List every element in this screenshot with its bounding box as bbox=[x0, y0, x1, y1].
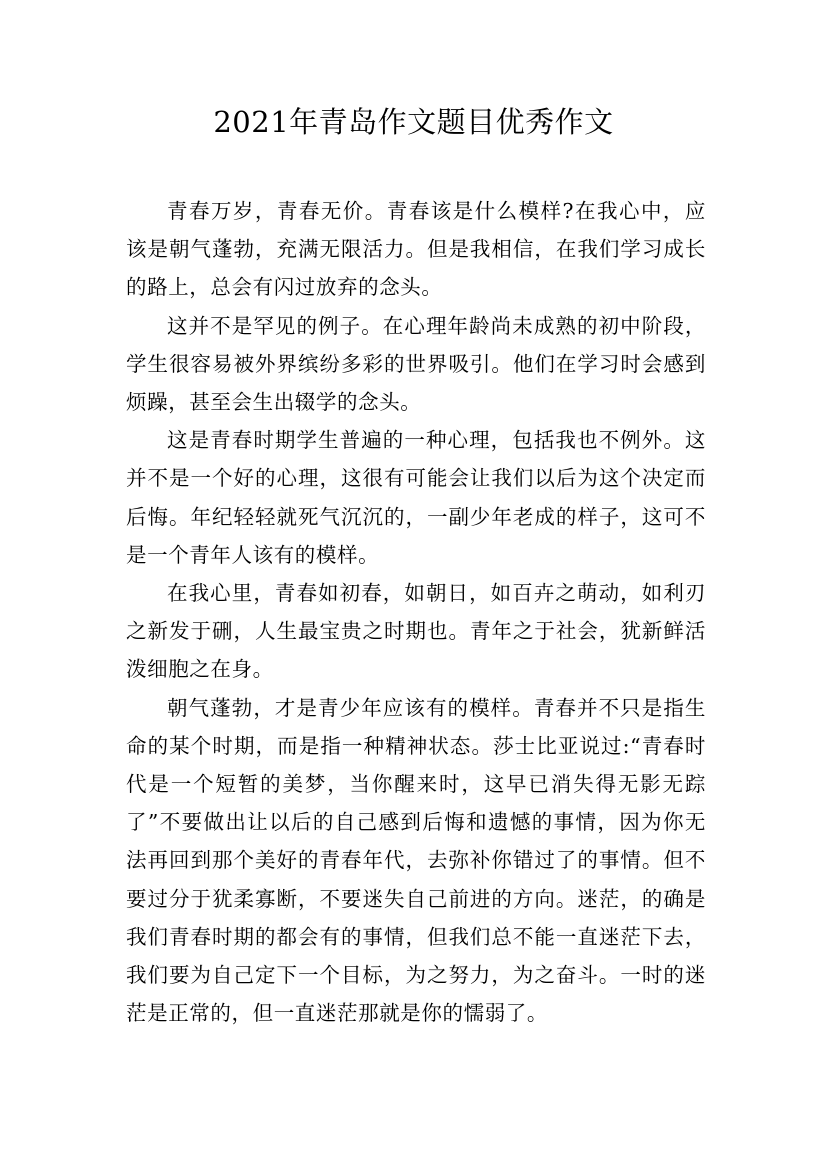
paragraph-2: 这并不是罕见的例子。在心理年龄尚未成熟的初中阶段，学生很容易被外界缤纷多彩的世界吸引。他们在学习时会感到烦躁，甚至会生出辍学的念头。 bbox=[126, 313, 706, 415]
document-title: 2021年青岛作文题目优秀作文 bbox=[213, 105, 614, 139]
essay-body bbox=[126, 192, 706, 1032]
paragraph-4: 在我心里，青春如初春，如朝日，如百卉之萌动，如利刃之新发于硎，人生最宝贵之时期也。青年之于社会，犹新鲜活泼细胞之在身。 bbox=[126, 581, 706, 682]
paragraph-3: 这是青春时期学生普遍的一种心理，包括我也不例外。这并不是一个好的心理，这很有可能会让我们以后为这个决定而后悔。年纪轻轻就死气沉沉的，一副少年老成的样子，这可不是一个青年人该有的模样。 bbox=[126, 428, 706, 567]
paragraph-5: 朝气蓬勃，才是青少年应该有的模样。青春并不只是指生命的某个时期，而是指一种精神状态。莎士比亚说过:“青春时代是一个短暂的美梦，当你醒来时，这早已消失得无影无踪了”不要做出让以后的自己感到后悔和遗憾的事情，因为你无法再回到那个美好的青春年代，去弥补你错过了的事情。但不要过分于犹柔寡断，不要迷失自己前进的方向。迷茫，的确是我们青春时期的都会有的事情，但我们总不能一直迷茫下去，我们要为自己定下一个目标，为之努力，为之奋斗。一时的迷茫是正常的，但一直迷茫那就是你的懦弱了。 bbox=[126, 695, 706, 1026]
paragraph-1: 青春万岁，青春无价。青春该是什么模样?在我心中，应该是朝气蓬勃，充满无限活力。但是我相信，在我们学习成长的路上，总会有闪过放弃的念头。 bbox=[126, 199, 706, 300]
